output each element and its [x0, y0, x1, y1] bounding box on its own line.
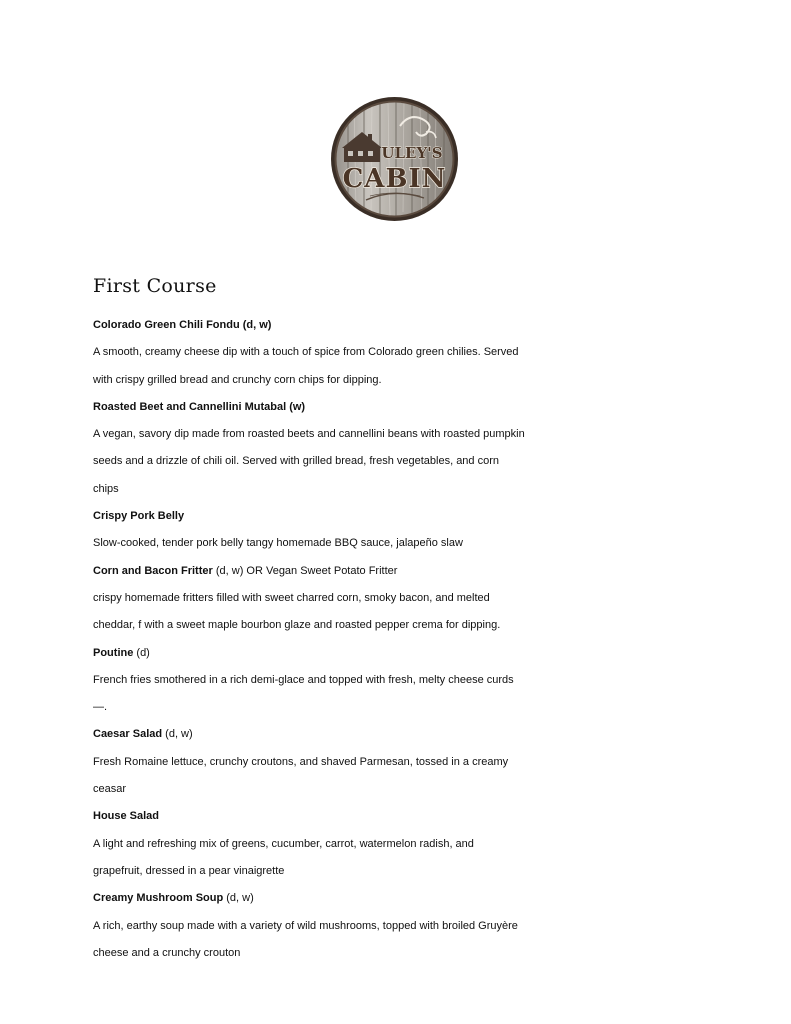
uleys-cabin-logo	[330, 96, 459, 222]
menu-content	[93, 272, 563, 967]
menu-item-name: Corn and Bacon Fritter (d, w) OR Vegan Sweet Potato Fritter	[93, 564, 398, 577]
barrel-logo-graphic	[330, 96, 459, 222]
menu-item-name: Poutine (d)	[93, 646, 150, 659]
menu-item-name: Crispy Pork Belly	[93, 510, 185, 523]
section-title: First Course	[93, 275, 217, 297]
logo-text-uleys: ULEY'S	[381, 144, 443, 162]
menu-item-name: Creamy Mushroom Soup (d, w)	[93, 892, 254, 905]
menu-item-description: A rich, earthy soup made with a variety of wild mushrooms, topped with broiled Gruyère cheese and a crunchy crouton	[93, 919, 518, 959]
menu-item-description: A smooth, creamy cheese dip with a touch of spice from Colorado green chilies. Served with crispy grilled bread and crunchy corn chips for dipping.	[93, 346, 519, 386]
logo-text-cabin: CABIN	[342, 164, 447, 194]
menu-item-description: A light and refreshing mix of greens, cucumber, carrot, watermelon radish, and grapefruit, dressed in a pear vinaigrette	[93, 837, 474, 877]
menu-item-name: House Salad	[93, 810, 160, 823]
menu-item-description: Fresh Romaine lettuce, crunchy croutons, and shaved Parmesan, tossed in a creamy ceasar	[93, 755, 509, 796]
menu-item-name: Caesar Salad (d, w)	[93, 728, 193, 741]
menu-item-description: French fries smothered in a rich demi-glace and topped with fresh, melty cheese curds—.	[93, 673, 514, 714]
menu-item-description: Slow-cooked, tender pork belly tangy homemade BBQ sauce, jalapeño slaw	[93, 537, 463, 550]
menu-item-description: A vegan, savory dip made from roasted beets and cannellini beans with roasted pumpkin seeds and a drizzle of chili oil. Served with grilled bread, fresh vegetables, and corn chips	[93, 428, 525, 495]
menu-item-description: crispy homemade fritters filled with sweet charred corn, smoky bacon, and melted cheddar, f with a sweet maple bourbon glaze and roasted pepper crema for dipping.	[93, 591, 501, 632]
menu-item-name: Colorado Green Chili Fondu (d, w)	[93, 319, 272, 331]
menu-item-name: Roasted Beet and Cannellini Mutabal (w)	[93, 400, 306, 413]
